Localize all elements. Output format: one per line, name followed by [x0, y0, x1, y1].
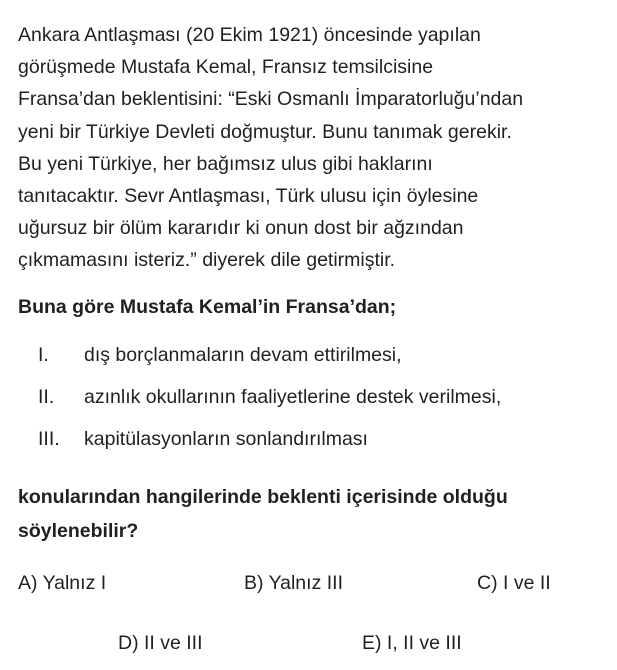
statement-list — [38, 343, 501, 469]
statement-text: dış borçlanmaların devam ettirilmesi, — [84, 344, 402, 366]
statement-number: III. — [38, 428, 60, 450]
answer-choice-e[interactable]: E) I, II ve III — [362, 632, 462, 654]
passage-line: uğursuz bir ölüm kararıdır ki onun dost bir ağzından — [18, 217, 464, 240]
statement-text: kapitülasyonların sonlandırılması — [84, 428, 368, 450]
answer-choice-b[interactable]: B) Yalnız III — [244, 572, 343, 594]
statement-item — [38, 343, 501, 385]
statement-item — [38, 385, 501, 427]
answer-choice-a[interactable]: A) Yalnız I — [18, 572, 107, 594]
prompt-line: konularından hangilerinde beklenti içerisinde olduğu — [18, 486, 508, 508]
answer-choice-c[interactable]: C) I ve II — [477, 572, 551, 594]
prompt-line: söylenebilir? — [18, 520, 139, 542]
statement-item — [38, 427, 501, 469]
answer-choice-d[interactable]: D) II ve III — [118, 632, 203, 654]
passage-line: Bu yeni Türkiye, her bağımsız ulus gibi haklarını — [18, 152, 433, 175]
passage-line: Ankara Antlaşması (20 Ekim 1921) öncesinde yapılan — [18, 24, 481, 46]
passage-line: görüşmede Mustafa Kemal, Fransız temsilcisine — [18, 56, 434, 79]
passage-line: Fransa’dan beklentisini: “Eski Osmanlı İmparatorluğu’ndan — [18, 88, 524, 111]
passage-line: çıkmamasını isteriz.” diyerek dile getirmiştir. — [18, 249, 396, 272]
statement-number: I. — [38, 344, 49, 366]
passage-line: yeni bir Türkiye Devleti doğmuştur. Bunu tanımak gerekir. — [18, 120, 512, 143]
passage-line: tanıtacaktır. Sevr Antlaşması, Türk ulusu için öylesine — [18, 185, 479, 208]
question-passage — [18, 19, 523, 277]
statement-number: II. — [38, 386, 55, 408]
question-stem: Buna göre Mustafa Kemal’in Fransa’dan; — [18, 296, 397, 318]
question-prompt — [18, 480, 508, 548]
statement-text: azınlık okullarının faaliyetlerine destek verilmesi, — [84, 386, 502, 408]
